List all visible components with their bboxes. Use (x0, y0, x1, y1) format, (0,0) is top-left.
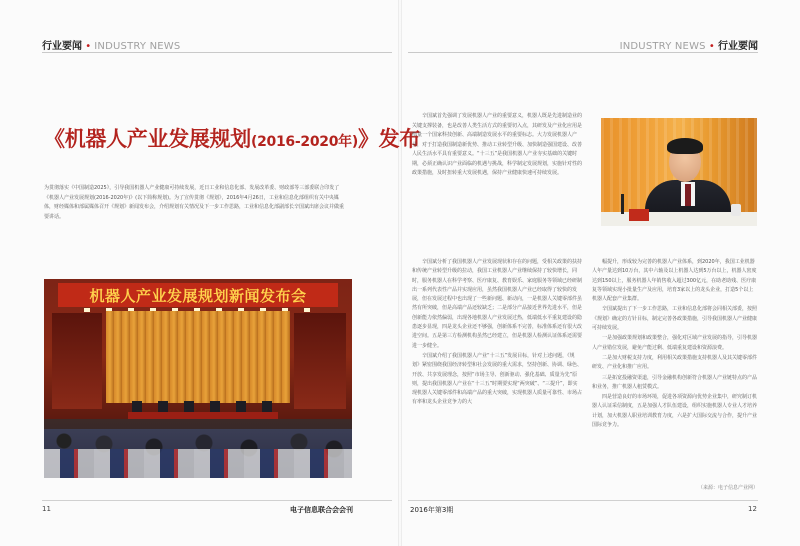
column-a-paragraph: 辛国斌分析了我国机器人产业发展现状和存在的问题，受相关政策的扶持和传统产业转型升级的拉动，我国工业机器人产业继续保持了较快增长，同时，服务机器人在科学考察、医疗康复、教育娱乐、家庭服务等领域已经研制出一系列代表性产品并实现应用，虽然我国机器人产业已经取得了较快的发展，但在发展过程中也出现了一些新问题、新动向，一是机器人关键零部件虽然有所突破，但是高端产品还较缺乏；二是部分产品接近世界先进水平，但是创新能力依然偏弱，出现各地机器人产业发展过热，低端低水平重复建设的隐患逐步显现，四是龙头企业还不够强，创新体系不完善，标准体系还有很大改进空间。五是第三方检测机构虽然已经建立，但是机器人检测认证体系还需要进一步健全。 (412, 259, 583, 349)
issue-label: 2016年第3期 (410, 506, 454, 514)
column-b-paragraph: 三是拓宽投融资渠道，引导金融机构创新符合机器人产业链特点的产品和业务，推广机器人租赁模式。 (592, 374, 758, 390)
press-conference-photo (44, 279, 352, 478)
article-intro: 为贯彻落实《中国制造2025》，引导我国机器人产业健康可持续发展，近日工业和信息化部、发展改革委、财政部等三部委联合印发了《机器人产业发展规划(2016-2020年)》(以下简称规划)。为了宣传贯彻《规划》，2016年4月26日，工业和信息化部组织有关中央媒体，财经媒体和部属媒体召开《规划》新闻发布会，介绍规划有关情况及下一步工作思路，工业和信息化部副部长辛国斌出席会议并做重要讲话。 (44, 185, 345, 220)
tea-cup (731, 204, 741, 216)
header-left-cn: 行业要闻 (42, 41, 82, 52)
footer-divider-right (408, 500, 758, 501)
column-b-paragraph: 一是加强政策规划和政策整合，强化对区域产业发展的指导，引导机器人产业错位发展，避免产能过剩、低端重复建设和资源浪费。 (592, 335, 758, 351)
article-column-b (592, 258, 758, 431)
section-header-right (620, 37, 758, 52)
column-a-paragraph: 辛国斌介绍了我国机器人产业“十三五”发展目标，针对上述问题，《规划》紧密围绕我国经济转型和社会发展的重大需求，坚持创新、协调、绿色、开放、共享发展理念，按照“市场主导、创新驱动、强化基础、质量为先”原则，提出我国机器人产业在“十三五”时期要实现“两突破”、“三提升”，即实现机器人关键零部件和高端产品的重大突破，实现机器人质量可靠性、市场占有率和龙头企业竞争力的大 (412, 352, 583, 406)
speaker-portrait-photo (601, 118, 757, 226)
stage-wall-right (294, 313, 346, 409)
column-b-paragraph: 二是加大财税支持力度，利用相关政策措施支持机器人及其关键零部件研发、产业化和推广应用。 (592, 354, 758, 371)
title-years: (2016-2020年) (251, 134, 358, 150)
header-left-en: INDUSTRY NEWS (94, 41, 181, 52)
panel-speakers (132, 401, 272, 412)
header-separator: • (708, 41, 715, 52)
audience-front-row (44, 449, 352, 478)
microphone-icon (621, 194, 624, 214)
column-b-paragraph: 幅提升，形成较为完善的机器人产业体系，到2020年，我国工业机器人年产量达到10万台，其中六轴及以上机器人达到5万台以上，机器人密度达到150以上，服务机器人年销售收入超过300亿元，在助老助残、医疗康复等领域实现小批量生产及应用，培育3家以上的龙头企业，打造5个以上机器人配套产业集群。 (592, 259, 757, 303)
article-column-a (412, 258, 582, 409)
title-suffix: 》发布 (357, 127, 421, 151)
page-spine (398, 0, 402, 546)
header-divider-right (408, 52, 758, 53)
header-right-en: INDUSTRY NEWS (619, 41, 706, 52)
lead-paragraph-text: 辛国斌首先强调了发展机器人产业的重要意义，机器人既是先进制造业的关键支撑装备，也是改善人类生活方式的重要切入点，其研发及产业化应用是衡量一个国家科技创新、高端制造发展水平的重要标志。大力发展机器人产业，对于打造我国制造新优势、推动工业转型升级、加快制造强国建设、改善人民生活水平具有重要意义。“十三五”是我国机器人产业夯实基础的关键时期，必须正确认识产业面临的机遇与挑战，科学制定发展规划，实施针对性的政策措施，及时扭转重大发展机遇，保持产业健康快速可持续发展。 (412, 113, 583, 176)
footer-divider-left (42, 500, 392, 501)
speaker-hair (667, 138, 703, 154)
page-number-left: 11 (42, 505, 51, 513)
page-number-right: 12 (748, 505, 757, 513)
publication-name: 电子信息联合会会刊 (290, 506, 353, 514)
column-b-paragraph: 辛国斌提出了下一步工作思路，工业和信息化部将会同相关部委，按照《规划》确定的方针目标，制定完善各政策措施，引导我国机器人产业健康可持续发展。 (592, 306, 758, 332)
header-right-cn: 行业要闻 (718, 41, 758, 52)
stage-wall-left (52, 313, 102, 409)
header-divider-left (42, 52, 392, 53)
article-title (44, 123, 420, 153)
article-lead-paragraph (412, 112, 582, 180)
title-prefix: 《机器人产业发展规划 (44, 127, 251, 151)
name-plate (629, 209, 649, 221)
header-separator: • (85, 41, 92, 52)
column-b-paragraph: 四是营造良好的市场环境，促进各项资源向优势企业集中，研究制订机器人认证采信制度，五是加强人才队伍建设，组织实施机器人专业人才培养计划，加大机器人职业培训教育力度，六是扩大国际交流与合作，提升产业国际竞争力。 (592, 394, 758, 429)
section-header-left (42, 37, 180, 52)
article-source: （来源：电子信息产业网） (697, 485, 758, 491)
speaker-tie (685, 184, 691, 206)
stage-banner-text: 机器人产业发展规划新闻发布会 (89, 287, 307, 305)
stage-curtain (106, 311, 290, 403)
